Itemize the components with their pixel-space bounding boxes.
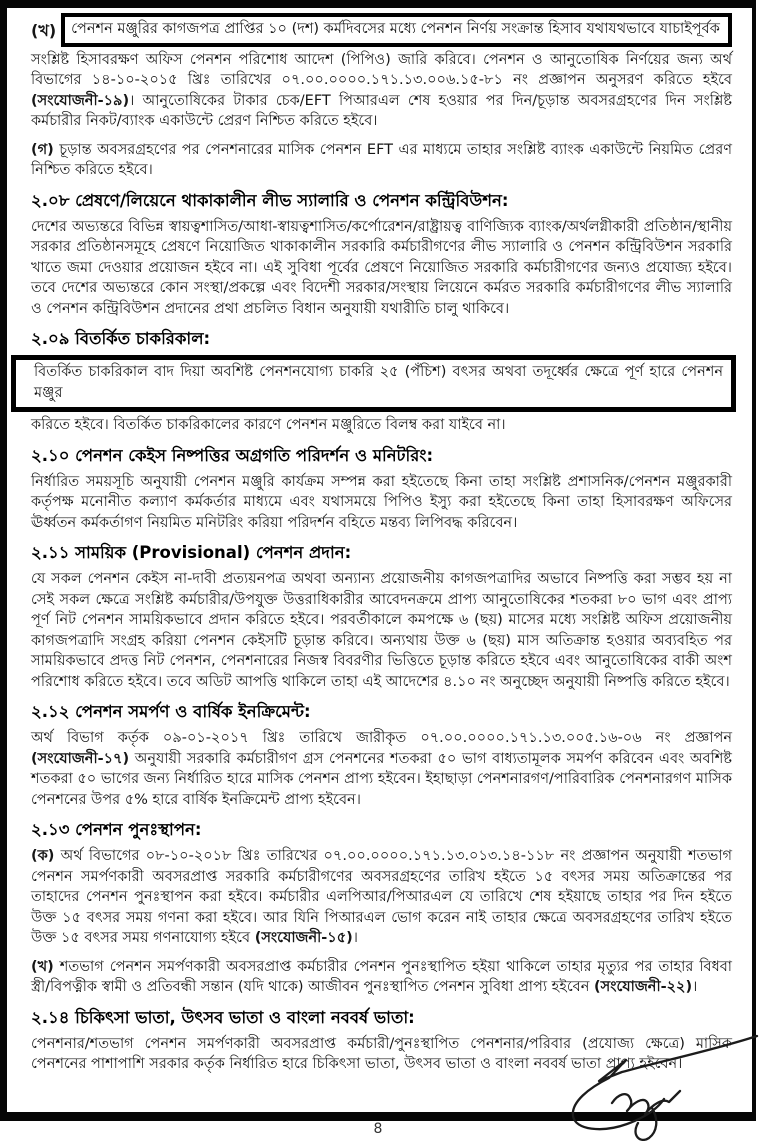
section-heading-2-12: ২.১২ পেনশন সমর্পণ ও বার্ষিক ইনক্রিমেন্ট: <box>31 702 311 721</box>
paragraph-kha2-text-1: শতভাগ পেনশন সমর্পণকারী অবসরপ্রাপ্ত কর্মচারীর পেনশন পুনঃস্থাপিত হইয়া থাকিলে তাহার মৃত্যুর পর তাহার বিধবা স্ত্রী/বিপত্নীক স্বামী ও প্রতিবন্ধী সন্তান (যদি থাকে) আজীবন পুনঃস্থাপিত পেনশন সুবিধা প্রাপ্য হইবেন <box>31 958 732 995</box>
paragraph-ga-label: (গ) <box>31 141 54 158</box>
section-2-14-body: পেনশনার/শতভাগ পেনশন সমর্পণকারী অবসরপ্রাপ্ত কর্মচারী/পুনঃস্থাপিত পেনশনার/পরিবার (প্রযোজ্য ক্ষেত্রে) মাসিক পেনশনের পাশাপাশি সরকার কর্তৃক নির্ধারিত হারে চিকিৎসা ভাতা, উৎসব ভাতা ও বাংলা নববর্ষ ভাতা প্রাপ্য হইবেন। <box>31 1035 732 1072</box>
paragraph-ga-text: চূড়ান্ত অবসরগ্রহণের পর পেনশনারের মাসিক পেনশন EFT এর মাধ্যমে তাহার সংশ্লিষ্ট ব্যাংক একাউন্টে নিয়মিত প্রেরণ নিশ্চিত করিতে হইবে। <box>31 141 732 178</box>
page-number: 8 <box>373 1121 383 1137</box>
section-2-12-text-2: অনুযায়ী সরকারি কর্মচারীগণ গ্রস পেনশনের শতকরা ৫০ ভাগ বাধ্যতামূলক সমর্পণ করিবেন এবং অবশিষ্ট শতকরা ৫০ ভাগের জন্য নির্ধারিত হারে মাসিক পেনশন প্রাপ্য হইবেন। ইহাছাড়া পেনশনারগণ/পারিবারিক পেনশনারগণ মাসিক পেনশনের উপর ৫% হারে বার্ষিক ইনক্রিমেন্ট প্রাপ্য হইবেন। <box>31 750 732 808</box>
section-2-11-body: যে সকল পেনশন কেইস না-দাবী প্রত্যয়নপত্র অথবা অন্যান্য প্রয়োজনীয় কাগজপত্রাদির অভাবে নিষ্পত্তি করা সম্ভব হয় না সেই সকল ক্ষেত্রে সংশ্লিষ্ট কর্মচারীর/উপযুক্ত উত্তরাধিকারীর আবেদনক্রমে প্রাপ্য আনুতোষিকের শতকরা ৮০ ভাগ এবং প্রাপ্য পূর্ণ নিট পেনশন সাময়িকভাবে প্রদান করিতে হইবে। পরবর্তীকালে কমপক্ষে ৬ (ছয়) মাসের মধ্যে সংশ্লিষ্ট অফিস প্রয়োজনীয় কাগজপত্রাদি সংগ্রহ করিয়া পেনশন কেইসটি চূড়ান্ত করিবে। অন্যথায় উক্ত ৬ (ছয়) মাস অতিক্রান্ত হওয়ার অব্যবহিত পর সাময়িকভাবে প্রদত্ত নিট পেনশন, পেনশনারের নিজস্ব বিবরণীর ভিত্তিতে চূড়ান্ত করিতে হইবে এবং আনুতোষিকের বাকী অংশ পরিশোধ করিতে হইবে। তবে অডিট আপত্তি থাকিলে তাহা এই আদেশের ৪.১০ নং অনুচ্ছেদ অনুযায়ী নিষ্পত্তি করিতে হইবে। <box>31 571 732 690</box>
paragraph-kha2-text-2: । <box>692 979 698 995</box>
section-heading-2-08: ২.০৮ প্রেষণে/লিয়েনে থাকাকালীন লীভ স্যালারি ও পেনশন কন্ট্রিবিউশন: <box>31 190 509 210</box>
section-2-12-text-1: অর্থ বিভাগ কর্তৃক ০৯-০১-২০১৭ খ্রিঃ তারিখে জারীকৃত ০৭.০০.০০০০.১৭১.১৩.০০৫.১৬-০৬ নং প্রজ্ঞাপন <box>31 730 732 746</box>
annex-15-ref: (সংযোজনী-১৫) <box>254 930 353 946</box>
section-2-13-paragraph-ka <box>31 846 732 949</box>
section-2-12-body <box>31 728 732 810</box>
paragraph-kha <box>31 13 732 132</box>
section-heading-2-11: ২.১১ সাময়িক (Provisional) পেনশন প্রদান: <box>31 543 352 562</box>
paragraph-ka-text-1: অর্থ বিভাগের ০৮-১০-২০১৮ খ্রিঃ তারিখের ০৭.০০.০০০০.১৭১.১৩.০১৩.১৪-১১৮ নং প্রজ্ঞাপন অনুযায়ী শতভাগ পেনশন সমর্পণকারী অবসরপ্রাপ্ত সরকারি কর্মচারীগণের অবসরগ্রহণের তারিখ হইতে ১৫ বৎসর সময় অতিক্রান্তের পর তাহাদের পেনশন পুনঃস্থাপন করা হইবে। কর্মচারীর এলপিআর/পিআরএল যে তারিখে শেষ হইয়াছে তাহার পর দিন হইতে উক্ত ১৫ বৎসর সময় গণনা করা হইবে। আর যিনি পিআরএল ভোগ করেন নাই তাহার ক্ষেত্রে অবসরগ্রহণের তারিখ হইতে উক্ত ১৫ বৎসর সময় গণনাযোগ্য হইবে <box>31 848 732 946</box>
paragraph-kha-label: (খ) <box>31 21 57 40</box>
highlight-box-2-09: বিতর্কিত চাকরিকাল বাদ দিয়া অবশিষ্ট পেনশনযোগ্য চাকরি ২৫ (পঁচিশ) বৎসর অথবা তদূর্ধ্বের ক্ষেত্রে পূর্ণ হারে পেনশন মঞ্জুর <box>11 355 736 412</box>
annex-17-ref: (সংযোজনী-১৭) <box>31 750 130 767</box>
paragraph-kha-text-1: সংশ্লিষ্ট হিসাবরক্ষণ অফিস পেনশন পরিশোধ আদেশ (পিপিও) জারি করিবে। পেনশন ও আনুতোষিক নির্ণয়ের জন্য অর্থ বিভাগের ১৪-১০-২০১৫ খ্রিঃ তারিখের ০৭.০০.০০০০.১৭১.১৩.০০৬.১৫-৮১ নং প্রজ্ঞাপন অনুসরণ করিতে হইবে <box>31 51 732 88</box>
paragraph-kha2-label: (খ) <box>31 958 54 975</box>
section-heading-2-09: ২.০৯ বিতর্কিত চাকরিকাল: <box>31 329 211 348</box>
annex-19-ref: (সংযোজনী-১৯) <box>31 92 130 109</box>
section-2-13-paragraph-kha <box>31 957 732 998</box>
section-2-09-body: করিতে হইবে। বিতর্কিত চাকরিকালের কারণে পেনশন মঞ্জুরিতে বিলম্ব করা যাইবে না। <box>31 417 506 433</box>
section-2-08-body: দেশের অভ্যন্তরে বিভিন্ন স্বায়ত্বশাসিত/আধা-স্বায়ত্বশাসিত/কর্পোরেশন/রাষ্ট্রায়ত্ব বাণিজ্যিক ব্যাংক/অর্থলগ্নীকারী প্রতিষ্ঠান/স্থানীয় সরকার প্রতিষ্ঠানসমূহে প্রেষণে নিয়োজিত থাকাকালীন সরকারি কর্মচারীগণের লীভ স্যালারি ও পেনশন কন্ট্রিবিউশন সরকারি খাতে জমা দেওয়ার প্রয়োজন হইবে না। এই সুবিধা পূর্বের প্রেষণে নিয়োজিত সরকারি কর্মচারীগণের জন্যও প্রযোজ্য হইবে। তবে দেশের অভ্যন্তরে কোন সংস্থা/প্রকল্পে এবং বিদেশী সরকার/সংস্থায় লিয়েনে কর্মরত সরকারি কর্মচারীগণের লীভ স্যালারি ও পেনশন কন্ট্রিবিউশন প্রদানের প্রথা প্রচলিত বিধান অনুযায়ী যথারীতি চালু থাকিবে। <box>31 218 732 317</box>
paragraph-kha-body <box>31 50 732 132</box>
section-2-09 <box>31 355 732 436</box>
section-2-10-body: নির্ধারিত সময়সূচি অনুযায়ী পেনশন মঞ্জুরি কার্যক্রম সম্পন্ন করা হইতেছে কিনা তাহা সংশ্লিষ্ট প্রশাসনিক/পেনশন মঞ্জুরকারী কর্তৃপক্ষ মনোনীত কল্যাণ কর্মকর্তার মাধ্যমে এবং যথাসময়ে পিপিও ইস্যু করা হইতেছে কিনা তাহা হিসাবরক্ষণ অফিসের ঊর্ধ্বতন কর্মকর্তাগণ নিয়মিত মনিটরিং করিয়া পরিদর্শন বহিতে মন্তব্য লিপিবদ্ধ করিবেন। <box>31 473 732 531</box>
section-heading-2-14: ২.১৪ চিকিৎসা ভাতা, উৎসব ভাতা ও বাংলা নববর্ষ ভাতা: <box>31 1007 415 1027</box>
highlight-box-kha: পেনশন মঞ্জুরির কাগজপত্র প্রাপ্তির ১০ (দশ) কর্মদিবসের মধ্যে পেনশন নির্ণয় সংক্রান্ত হিসাব যথাযথভাবে যাচাইপূর্বক <box>61 13 732 47</box>
annex-22-ref: (সংযোজনী-২২) <box>594 979 693 995</box>
paragraph-ka-text-2: । <box>352 930 358 946</box>
highlight-row-kha <box>31 13 732 47</box>
section-heading-2-10: ২.১০ পেনশন কেইস নিষ্পত্তির অগ্রগতি পরিদর্শন ও মনিটরিং: <box>31 445 434 465</box>
section-heading-2-13: ২.১৩ পেনশন পুনঃস্থাপন: <box>31 820 202 839</box>
paragraph-ka-label: (ক) <box>31 848 55 864</box>
paragraph-ga <box>31 140 732 181</box>
paragraph-kha-text-2: । আনুতোষিকের টাকার চেক/EFT পিআরএল শেষ হওয়ার পর দিন/চূড়ান্ত অবসরগ্রহণের দিন সংশ্লিষ্ট কর্মচারীর নিকট/ব্যাংক একাউন্টে প্রেরণ নিশ্চিত করিতে হইবে। <box>31 92 732 129</box>
